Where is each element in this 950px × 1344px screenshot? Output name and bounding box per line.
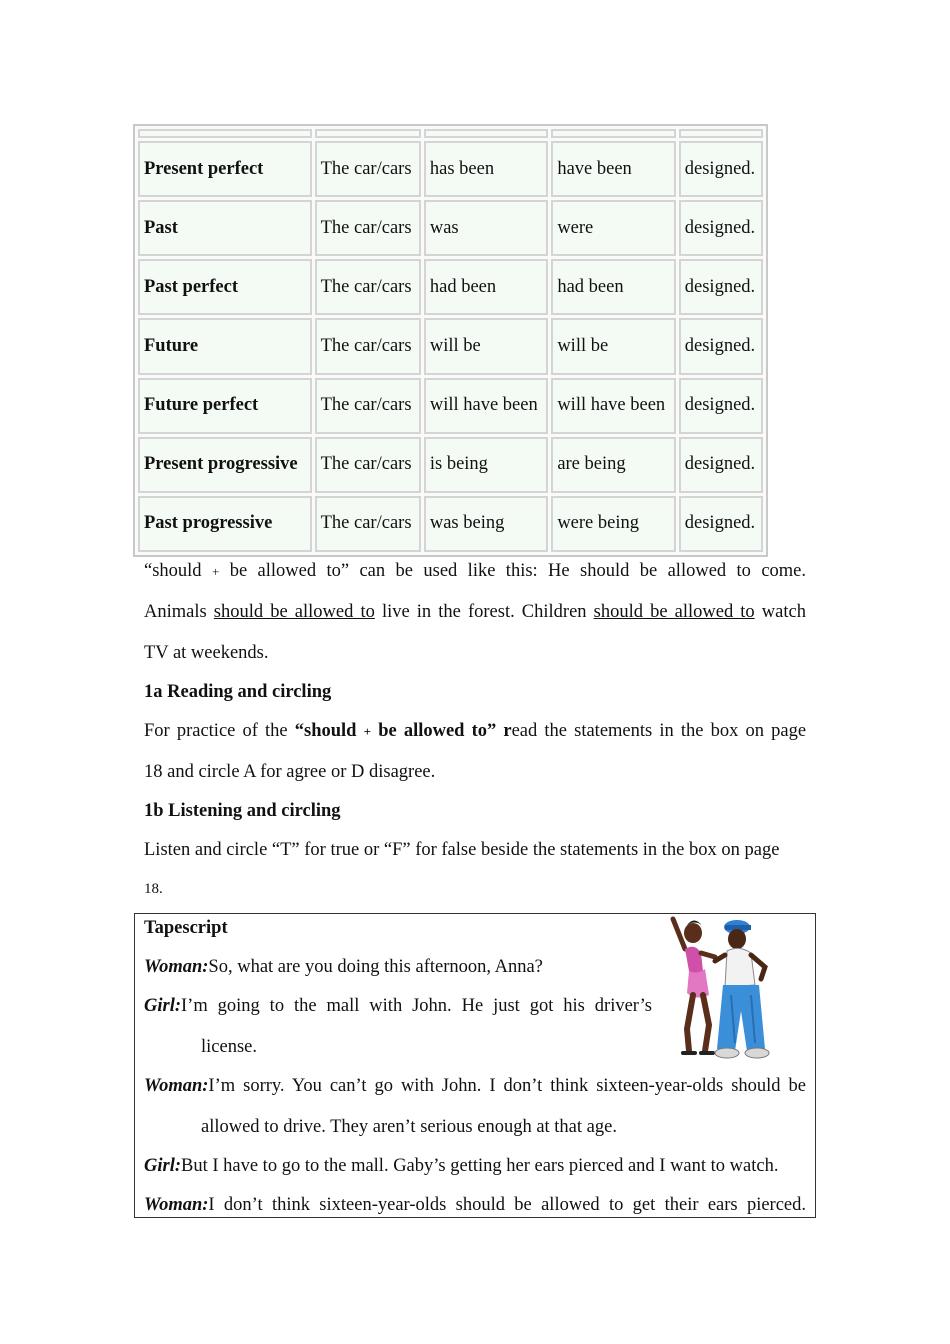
table-row bbox=[138, 259, 763, 315]
speaker-label: Woman: bbox=[144, 1195, 209, 1215]
section-1a-line-1 bbox=[144, 711, 806, 752]
plural-aux-cell: had been bbox=[551, 259, 675, 315]
singular-aux-cell: has been bbox=[424, 141, 548, 197]
singular-aux-cell: was bbox=[424, 200, 548, 256]
singular-aux-cell: was being bbox=[424, 496, 548, 552]
bold-quote-open: “should bbox=[294, 721, 357, 741]
tense-cell: Past bbox=[138, 200, 312, 256]
usage-example-mid: live in the forest. Children bbox=[374, 602, 594, 622]
underlined-phrase: should be allowed to bbox=[593, 602, 755, 622]
tense-cell: Present perfect bbox=[138, 141, 312, 197]
usage-line-2 bbox=[144, 592, 806, 633]
subject-cell: The car/cars bbox=[315, 318, 421, 374]
dialogue-line bbox=[144, 1067, 806, 1106]
speaker-label: Girl: bbox=[144, 1156, 181, 1176]
dialogue-text: I don’t think sixteen-year-olds should be allowed to get their ears pierced. bbox=[208, 1195, 806, 1215]
header-cell bbox=[138, 129, 312, 138]
passive-voice-table bbox=[133, 124, 768, 557]
usage-line-1 bbox=[144, 551, 806, 592]
plural-aux-cell: were being bbox=[551, 496, 675, 552]
tense-cell: Future perfect bbox=[138, 378, 312, 434]
verb-cell: designed. bbox=[679, 437, 763, 493]
plural-aux-cell: will have been bbox=[551, 378, 675, 434]
bold-quote-close: be allowed to” r bbox=[378, 721, 512, 741]
dialogue-text: But I have to go to the mall. Gaby’s getting her ears pierced and I want to watch. bbox=[181, 1156, 779, 1176]
dialogue-continuation: license. bbox=[201, 1037, 257, 1057]
usage-example-pre: Animals bbox=[144, 602, 214, 622]
tense-cell: Present progressive bbox=[138, 437, 312, 493]
singular-aux-cell: will have been bbox=[424, 378, 548, 434]
table-row bbox=[138, 496, 763, 552]
dialogue-text: I’m going to the mall with John. He just got his driver’s bbox=[181, 996, 652, 1016]
speaker-label: Woman: bbox=[144, 1076, 209, 1096]
speaker-label: Girl: bbox=[144, 996, 181, 1016]
table-row bbox=[138, 437, 763, 493]
dialogue-text: So, what are you doing this afternoon, Anna? bbox=[208, 957, 543, 977]
table-row bbox=[138, 200, 763, 256]
singular-aux-cell: will be bbox=[424, 318, 548, 374]
tense-cell: Past perfect bbox=[138, 259, 312, 315]
header-cell bbox=[551, 129, 675, 138]
plural-aux-cell: will be bbox=[551, 318, 675, 374]
dancing-woman bbox=[673, 919, 715, 1053]
plural-aux-cell: have been bbox=[551, 141, 675, 197]
section-1b-line-1: Listen and circle “T” for true or “F” for false beside the statements in the box on page bbox=[144, 840, 780, 860]
dialogue-line bbox=[144, 1186, 806, 1218]
section-1b-heading: 1b Listening and circling bbox=[144, 801, 341, 821]
header-cell bbox=[679, 129, 763, 138]
tapescript-box bbox=[134, 913, 816, 1218]
tense-cell: Future bbox=[138, 318, 312, 374]
usage-example-post: watch bbox=[754, 602, 806, 622]
section-1a-line-2: 18 and circle A for agree or D disagree. bbox=[144, 762, 436, 782]
subject-cell: The car/cars bbox=[315, 200, 421, 256]
verb-cell: designed. bbox=[679, 318, 763, 374]
verb-cell: designed. bbox=[679, 496, 763, 552]
subject-cell: The car/cars bbox=[315, 437, 421, 493]
subject-cell: The car/cars bbox=[315, 141, 421, 197]
subject-cell: The car/cars bbox=[315, 259, 421, 315]
dancing-couple-illustration bbox=[665, 913, 792, 1066]
subject-cell: The car/cars bbox=[315, 496, 421, 552]
speaker-label: Woman: bbox=[144, 957, 209, 977]
verb-cell: designed. bbox=[679, 378, 763, 434]
dialogue-text: I’m sorry. You can’t go with John. I don’t think sixteen-year-olds should be bbox=[208, 1076, 806, 1096]
section-1a-pre: For practice of the bbox=[144, 721, 295, 741]
usage-rest: be allowed to” can be used like this: He should be allowed to come. bbox=[229, 561, 807, 581]
table-row bbox=[138, 141, 763, 197]
dialogue-line bbox=[144, 1147, 806, 1186]
tense-cell: Past progressive bbox=[138, 496, 312, 552]
subject-cell: The car/cars bbox=[315, 378, 421, 434]
section-1b-line-2: 18. bbox=[144, 881, 163, 897]
dialogue-continuation: allowed to drive. They aren’t serious enough at that age. bbox=[201, 1117, 617, 1137]
table-row bbox=[138, 378, 763, 434]
header-cell bbox=[424, 129, 548, 138]
singular-aux-cell: is being bbox=[424, 437, 548, 493]
plural-aux-cell: are being bbox=[551, 437, 675, 493]
plus-sign: + bbox=[211, 564, 220, 579]
plural-aux-cell: were bbox=[551, 200, 675, 256]
header-cell bbox=[315, 129, 421, 138]
section-1a-post: ead the statements in the box on page bbox=[511, 721, 807, 741]
verb-cell: designed. bbox=[679, 200, 763, 256]
tapescript-title: Tapescript bbox=[144, 918, 228, 938]
verb-cell: designed. bbox=[679, 141, 763, 197]
table-row bbox=[138, 318, 763, 374]
dialogue-line bbox=[144, 987, 652, 1026]
usage-quote-open: “should bbox=[144, 561, 202, 581]
verb-cell: designed. bbox=[679, 259, 763, 315]
usage-line-3: TV at weekends. bbox=[144, 643, 269, 663]
dancing-man bbox=[715, 920, 769, 1058]
table-header-row bbox=[138, 129, 763, 138]
singular-aux-cell: had been bbox=[424, 259, 548, 315]
plus-sign: + bbox=[363, 724, 372, 739]
underlined-phrase: should be allowed to bbox=[213, 602, 375, 622]
section-1a-heading: 1a Reading and circling bbox=[144, 682, 332, 702]
